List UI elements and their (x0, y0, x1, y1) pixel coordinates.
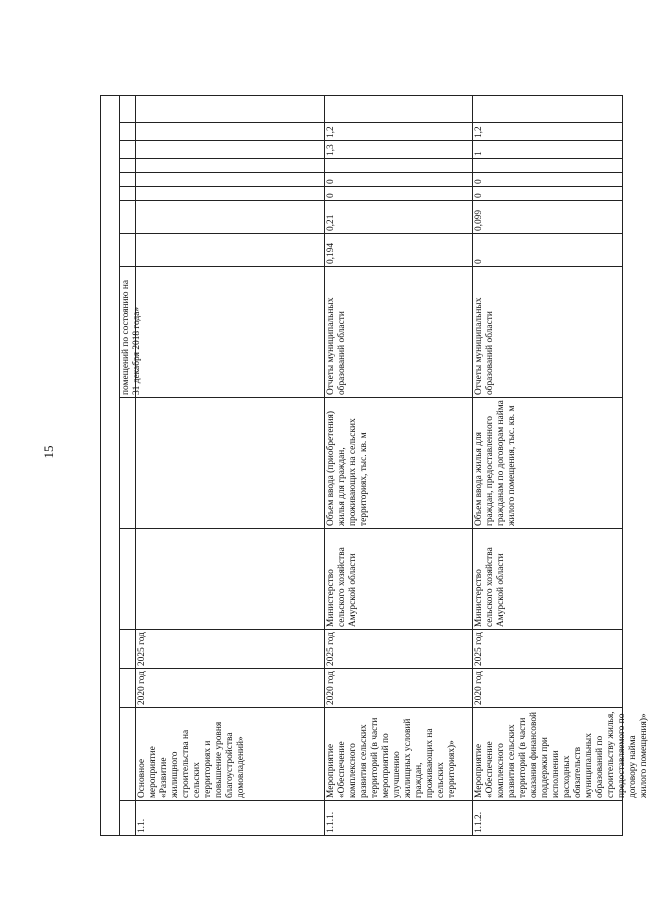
cell-v1: 0,194 (325, 233, 473, 266)
cell-v1 (120, 233, 136, 266)
program-table (100, 95, 649, 836)
cell-v5 (473, 158, 623, 172)
cell-v3: 0 (473, 186, 623, 200)
cell-executor: Министерство сельского хозяйства Амурской области (473, 528, 623, 629)
cell-year-end: 2025 год (136, 629, 325, 668)
page-number: 15 (41, 445, 56, 459)
cell-num: 1.1. (136, 800, 325, 835)
cell-v2 (120, 200, 136, 233)
cell-v6 (120, 140, 136, 158)
cell-name: Основное мероприятие «Развитие жилищного строительства на сельских территориях и повышение уровня благоустройства домовладений» (136, 707, 325, 800)
cell-v6: 1 (473, 140, 623, 158)
cell-spacer (325, 95, 473, 122)
cell-year-end: 2025 год (325, 629, 473, 668)
cell-year-start (120, 668, 136, 707)
cell-v5 (136, 158, 325, 172)
cell-v4 (136, 172, 325, 186)
cell-indicator: Объем ввода жилья для граждан, предоставленного гражданам по договорам найма жилого помещения, тыс. кв. м (473, 397, 623, 528)
cell-v2: 0,21 (325, 200, 473, 233)
cell-v7: 1,2 (325, 122, 473, 140)
cell-name: Мероприятие «Обеспечение комплексного развития сельских территорий (в части оказания финансовой поддержки при исполнении расходных обязательств муниципальных образований по строительству жилья, предоставляемого по договору найма жилого помещения)» (473, 707, 623, 800)
cell-v1 (136, 233, 325, 266)
cell-v7 (136, 122, 325, 140)
cell-v5 (120, 158, 136, 172)
cell-source: Отчеты муниципальных образований области (325, 266, 473, 397)
cell-executor (120, 528, 136, 629)
cell-v6: 1,3 (325, 140, 473, 158)
cell-v4: 0 (325, 172, 473, 186)
cell-spacer (120, 95, 136, 122)
cell-num: 1.1.1. (325, 800, 473, 835)
cell-name: Мероприятие «Обеспечение комплексного развития сельских территорий (в части мероприятий по улучшению жилищных условий граждан, проживающих на сельских территориях)» (325, 707, 473, 800)
cell-spacer (473, 95, 623, 122)
cell-executor: Министерство сельского хозяйства Амурской области (325, 528, 473, 629)
header-cell (101, 95, 120, 835)
cell-source: Отчеты муниципальных образований области (473, 266, 623, 397)
cell-source: помещений по состоянию на 31 декабря 2018 года» (120, 266, 136, 397)
cell-v6 (136, 140, 325, 158)
cell-v1: 0 (473, 233, 623, 266)
cell-indicator: Объем ввода (приобретения) жилья для граждан, проживающих на сельских территориях, тыс. кв. м (325, 397, 473, 528)
rotated-page (100, 96, 649, 836)
cell-executor (136, 528, 325, 629)
cell-year-end: 2025 год (473, 629, 623, 668)
cell-year-start: 2020 год (136, 668, 325, 707)
cell-indicator (136, 397, 325, 528)
cell-spacer (136, 95, 325, 122)
cell-num: 1.1.2. (473, 800, 623, 835)
cell-year-end (120, 629, 136, 668)
cell-v3 (120, 186, 136, 200)
cell-year-start: 2020 год (473, 668, 623, 707)
cell-name (120, 707, 136, 800)
cell-year-start: 2020 год (325, 668, 473, 707)
cell-v2: 0,099 (473, 200, 623, 233)
cell-v3 (136, 186, 325, 200)
cell-indicator (120, 397, 136, 528)
cell-v3: 0 (325, 186, 473, 200)
cell-v4: 0 (473, 172, 623, 186)
cell-v4 (120, 172, 136, 186)
cell-num (120, 800, 136, 835)
cell-v5 (325, 158, 473, 172)
cell-v2 (136, 200, 325, 233)
cell-v7 (120, 122, 136, 140)
cell-source (136, 266, 325, 397)
cell-v7: 1,2 (473, 122, 623, 140)
